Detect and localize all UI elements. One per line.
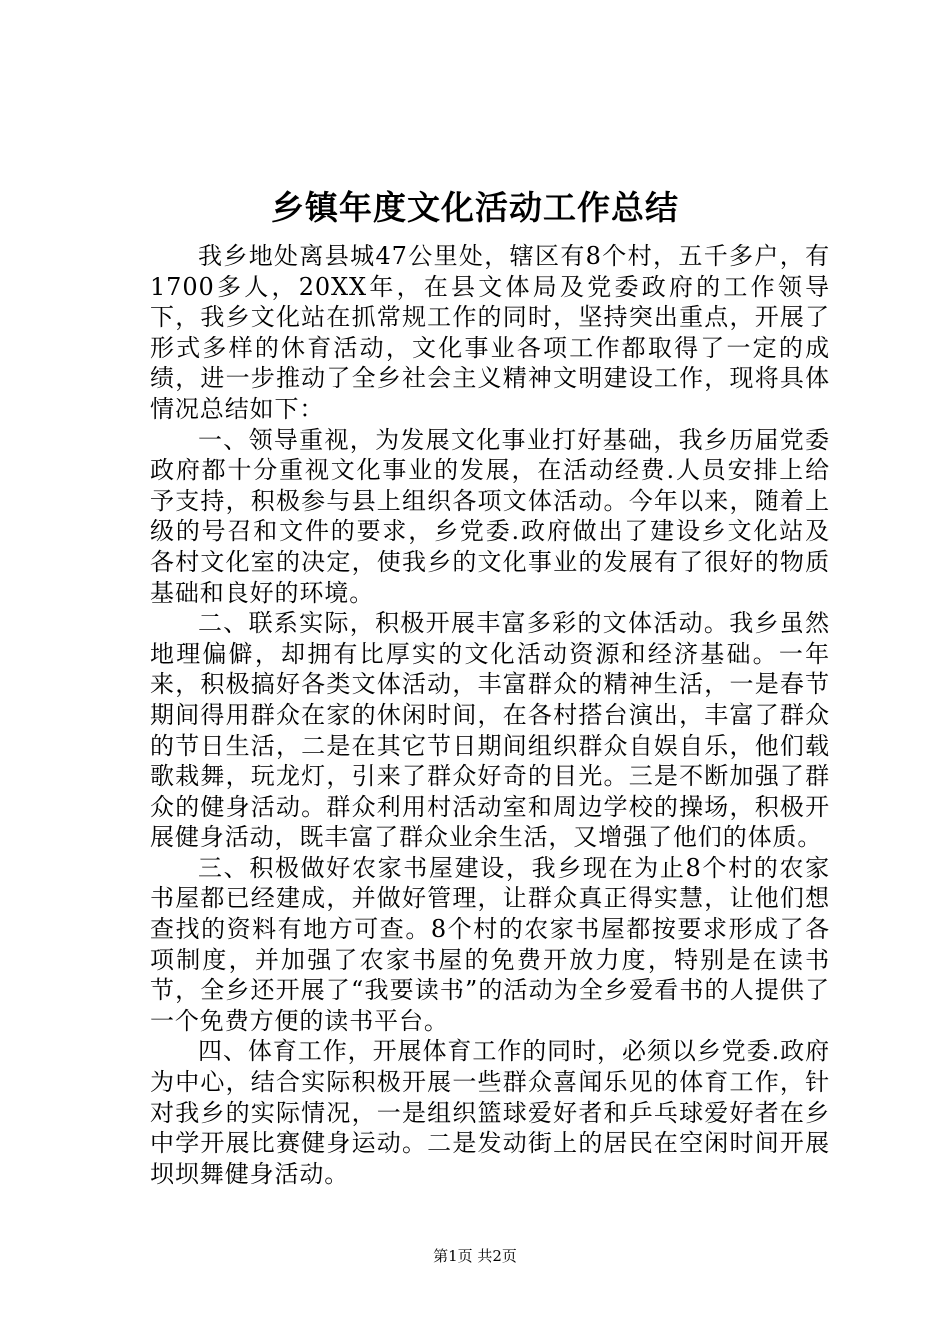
- document-body: [150, 241, 830, 1189]
- paragraph-intro: 我乡地处离县城47公里处，辖区有8个村，五千多户，有1700多人，20XX年，在县文体局及党委政府的工作领导下，我乡文化站在抓常规工作的同时，坚持突出重点，开展了形式多样的休育活动，文化事业各项工作都取得了一定的成绩，进一步推动了全乡社会主义精神文明建设工作，现将具体情况总结如下：: [150, 242, 830, 423]
- paragraph-section-3: 三、积极做好农家书屋建设，我乡现在为止8个村的农家书屋都已经建成，并做好管理，让群众真正得实慧，让他们想查找的资料有地方可查。8个村的农家书屋都按要求形成了各项制度，并加强了农家书屋的免费开放力度，特别是在读书节，全乡还开展了“我要读书”的活动为全乡爱看书的人提供了一个免费方便的读书平台。: [150, 853, 830, 1035]
- document-title: 乡镇年度文化活动工作总结: [271, 188, 679, 227]
- paragraph-section-4: 四、体育工作，开展体育工作的同时，必须以乡党委.政府为中心，结合实际积极开展一些群众喜闻乐见的体育工作，针对我乡的实际情况，一是组织篮球爱好者和乒乓球爱好者在乡中学开展比赛健身运动。二是发动街上的居民在空闲时间开展坝坝舞健身活动。: [150, 1037, 830, 1188]
- paragraph-section-1: 一、领导重视，为发展文化事业打好基础，我乡历届党委政府都十分重视文化事业的发展，在活动经费.人员安排上给予支持，积极参与县上组织各项文体活动。今年以来，随着上级的号召和文件的要求，乡党委.政府做出了建设乡文化站及各村文化室的决定，使我乡的文化事业的发展有了很好的物质基础和良好的环境。: [150, 425, 830, 607]
- paragraph-section-2: 二、联系实际，积极开展丰富多彩的文体活动。我乡虽然地理偏僻，却拥有比厚实的文化活动资源和经济基础。一年来，积极搞好各类文体活动，丰富群众的精神生活，一是春节期间得用群众在家的休闲时间，在各村搭台演出，丰富了群众的节日生活，二是在其它节日期间组织群众自娱自乐，他们载歌栽舞，玩龙灯，引来了群众好奇的目光。三是不断加强了群众的健身活动。群众利用村活动室和周边学校的操场，积极开展健身活动，既丰富了群众业余生活，又增强了他们的体质。: [150, 609, 830, 852]
- page-footer: 第1页 共2页: [433, 1247, 517, 1265]
